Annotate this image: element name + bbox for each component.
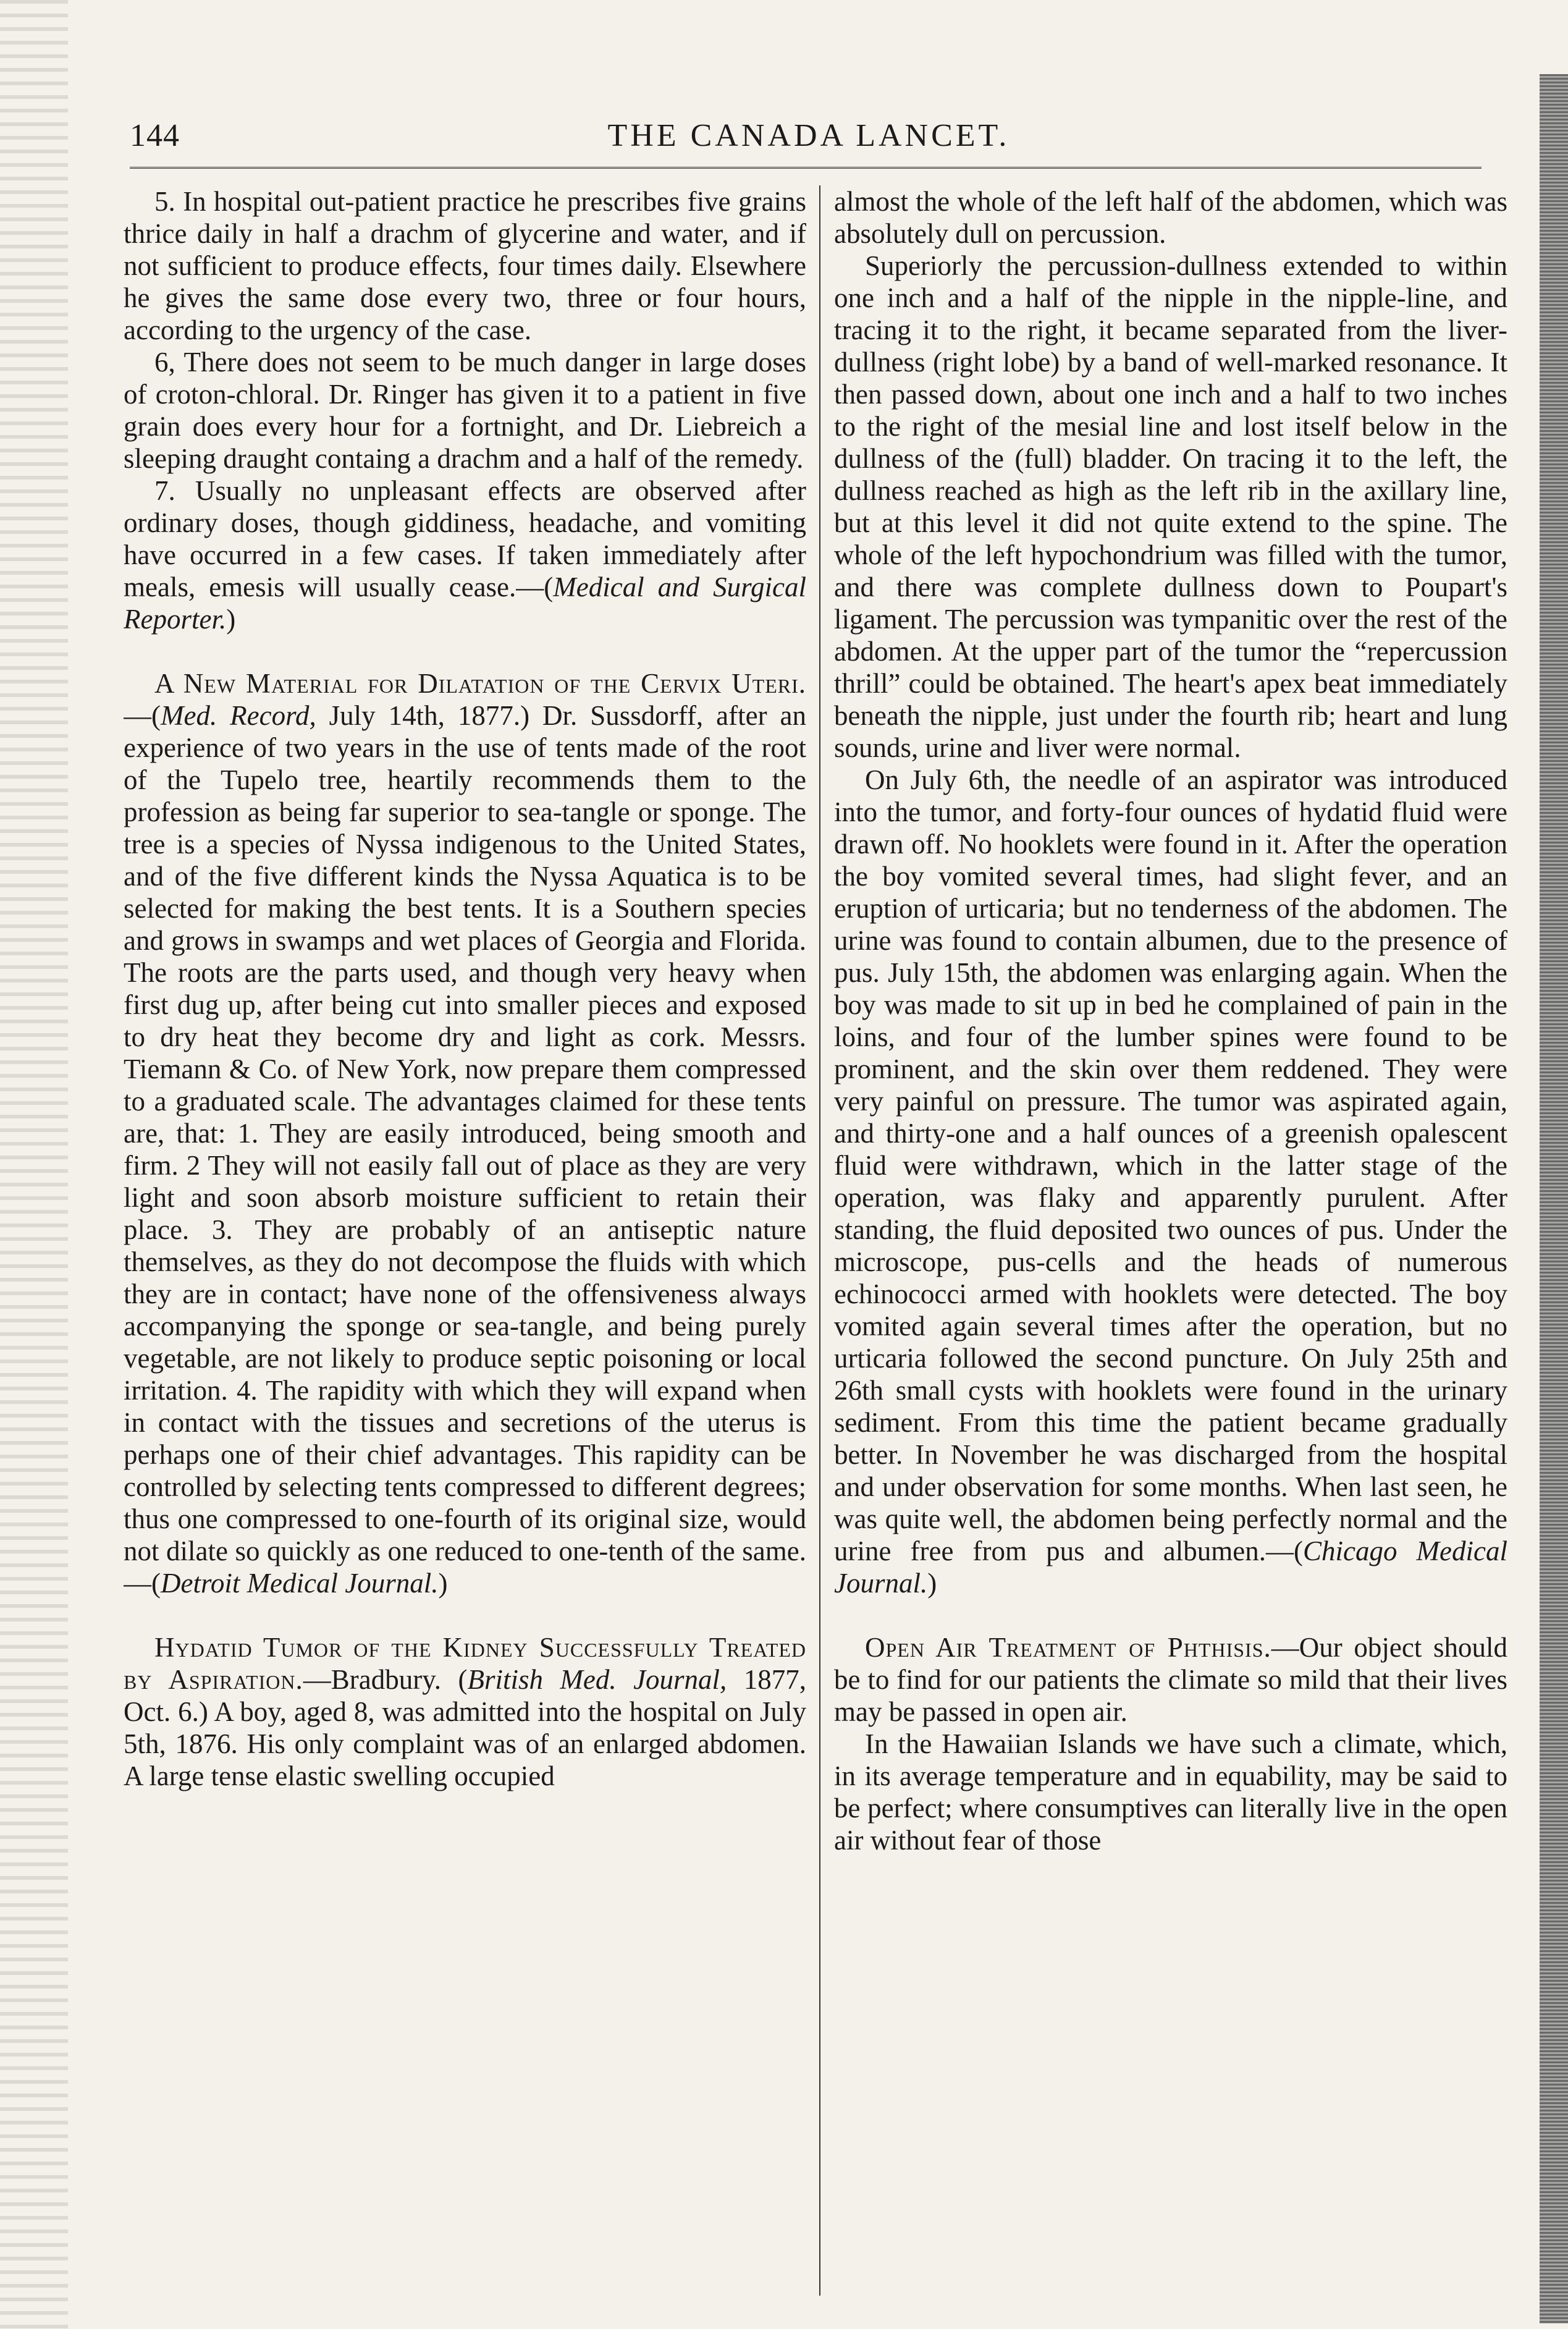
paragraph-item-5: 5. In hospital out-patient practice he prescribes five grains thrice daily in half a drachm of glycerine and water, and if not sufficient to produce effects, four times daily. Elsewhere he gives the same dose every two, three or four hours, according to the urgency of the case. — [124, 186, 806, 345]
item-7-source: Medical and Surgical Reporter. — [124, 572, 806, 635]
phthisis-paragraph-1 — [834, 1631, 1507, 1728]
hydatid-citation-journal: British Med. Journal, — [467, 1664, 727, 1695]
column-divider — [819, 185, 820, 2296]
hydatid-continued-3 — [834, 764, 1507, 1599]
hydatid-continued-2: Superiorly the percussion-dullness extended to within one inch and a half of the nipple in the nipple-line, and tracing it to the right, it became separated from the liver-dullness (right lobe) by a band of well-marked resonance. It then passed down, about one inch and a half to two inches to the right of the mesial line and lost itself below in the dullness of the (full) bladder. On tracing it to the left, the dullness reached as high as the left rib in the axillary line, but at this level it did not quite extend to the spine. The whole of the left hypochondrium was filled with the tumor, and there was complete dullness down to Poupart's ligament. The percussion was tympanitic over the rest of the abdomen. At the upper part of the tumor the “repercussion thrill” could be obtained. The heart's apex beat immediately beneath the nipple, just under the fourth rib; heart and lung sounds, urine and liver were normal. — [834, 250, 1507, 763]
cervix-source-close: ) — [438, 1568, 448, 1599]
hydatid-source-close: ) — [927, 1568, 937, 1599]
phthisis-heading: Open Air Treatment of Phthisis. — [865, 1632, 1271, 1663]
paragraph-item-6: 6, There does not seem to be much danger in large doses of croton-chloral. Dr. Ringer has given it to a patient in five grain does every hour for a fortnight, and Dr. Liebreich a sleeping draught containg a drachm and a half of the remedy. — [124, 347, 806, 474]
left-margin-scan-noise — [0, 0, 68, 2329]
article-cervix-dilatation — [124, 667, 806, 1599]
cervix-body: Dr. Sussdorff, after an experience of two years in the use of tents made of the root of the Tupelo tree, heartily recommends them to the profession as being far superior to sea-tangle or sponge. The tree is a species of Nyssa indigenous to the United States, and of the five different kinds the Nyssa Aquatica is to be selected for making the best tents. It is a Southern species and grows in swamps and wet places of Georgia and Florida. The roots are the parts used, and though very heavy when first dug up, after being cut into smaller pieces and exposed to dry heat they become dry and light as cork. Messrs. Tiemann & Co. of New York, now prepare them compressed to a graduated scale. The advantages claimed for these tents are, that: 1. They are easily introduced, being smooth and firm. 2 They will not easily fall out of place as they are very light and soon absorb moisture sufficient to retain their place. 3. They are probably of an antiseptic nature themselves, as they do not decompose the fluids with which they are in contact; have none of the offensiveness always accompanying the sponge or sea-tangle, and being purely vegetable, are not likely to produce septic poisoning or local irritation. 4. The rapidity with which they will expand when in contact with the tissues and secretions of the uterus is perhaps one of their chief advantages. This rapidity can be controlled by selecting tents compressed to different degrees; thus one compressed to one-fourth of its original size, would not dilate so quickly as one reduced to one-tenth of the same.—( — [124, 700, 806, 1599]
phthisis-body-1: —Our object should be to find for our patients the climate so mild that their lives may be passed in open air. — [834, 1632, 1507, 1727]
cervix-source: Detroit Medical Journal. — [161, 1568, 439, 1599]
hydatid-source: Chicago Medical Journal. — [834, 1536, 1507, 1599]
hydatid-continued-1: almost the whole of the left half of the abdomen, which was absolutely dull on percussion. — [834, 186, 1507, 249]
hydatid-author: —Bradbury. — [303, 1664, 442, 1695]
hydatid-citation-date: 1877, Oct. 6.) — [124, 1664, 806, 1727]
item-7-close: ) — [226, 604, 236, 635]
cervix-citation-open: —( — [124, 700, 161, 731]
cervix-heading: A New Material for Dilatation of the Cervix Uteri. — [154, 668, 806, 699]
journal-title: THE CANADA LANCET. — [607, 118, 1010, 153]
cervix-citation-journal: Med. Record, — [161, 700, 316, 731]
hydatid-paragraph — [124, 1631, 806, 1792]
page-number: 144 — [130, 118, 180, 153]
hydatid-citation-open: ( — [441, 1664, 468, 1695]
article-phthisis — [834, 1631, 1507, 1856]
item-7-text: 7. Usually no unpleasant effects are observed after ordinary doses, though giddiness, headache, and vomiting have occurred in a few cases. If taken immediately after meals, emesis will usually cease.—( — [124, 475, 806, 602]
hydatid-heading: Hydatid Tumor of the Kidney Successfully Treated by Aspiration. — [124, 1632, 806, 1695]
page-header — [130, 117, 1488, 167]
phthisis-paragraph-2: In the Hawaiian Islands we have such a climate, which, in its average temperature and in equability, may be said to be perfect; where consumptives can literally live in the open air without fear of those — [834, 1728, 1507, 1856]
cervix-paragraph — [124, 667, 806, 1599]
hydatid-continued-3-text: On July 6th, the needle of an aspirator was introduced into the tumor, and forty-four ounces of hydatid fluid were drawn off. No hooklets were found in it. After the operation the boy vomited several times, had slight fever, and an eruption of urticaria; but no tenderness of the abdomen. The urine was found to contain albumen, due to the presence of pus. July 15th, the abdomen was enlarging again. When the boy was made to sit up in bed he complained of pain in the loins, and four of the lumber spines were found to be prominent, and the skin over them reddened. They were very painful on pressure. The tumor was aspirated again, and thirty-one and a half ounces of a greenish opalescent fluid were withdrawn, which in the latter stage of the operation, was flaky and apparently purulent. After standing, the fluid deposited two ounces of pus. Under the microscope, pus-cells and the heads of numerous echinococci armed with hooklets were detected. The boy vomited again several times after the operation, but no urticaria followed the second puncture. On July 25th and 26th small cysts with hooklets were found in the urinary sediment. From this time the patient became gradually better. In November he was discharged from the hospital and under observation for some months. When last seen, he was quite well, the abdomen being perfectly normal and the urine free from pus and albumen.—( — [834, 764, 1507, 1566]
header-rule — [130, 167, 1482, 172]
article-hydatid-tumor — [124, 1631, 806, 1792]
cervix-citation-date: July 14th, 1877.) — [316, 700, 530, 731]
hydatid-body-start: A boy, aged 8, was admitted into the hospital on July 5th, 1876. His only complaint was of an enlarged abdomen. A large tense elastic swelling occupied — [124, 1696, 806, 1791]
paragraph-item-7 — [124, 475, 806, 635]
right-margin-scan-edge — [1540, 74, 1568, 2323]
left-column — [124, 185, 806, 2299]
right-column — [834, 185, 1507, 2299]
